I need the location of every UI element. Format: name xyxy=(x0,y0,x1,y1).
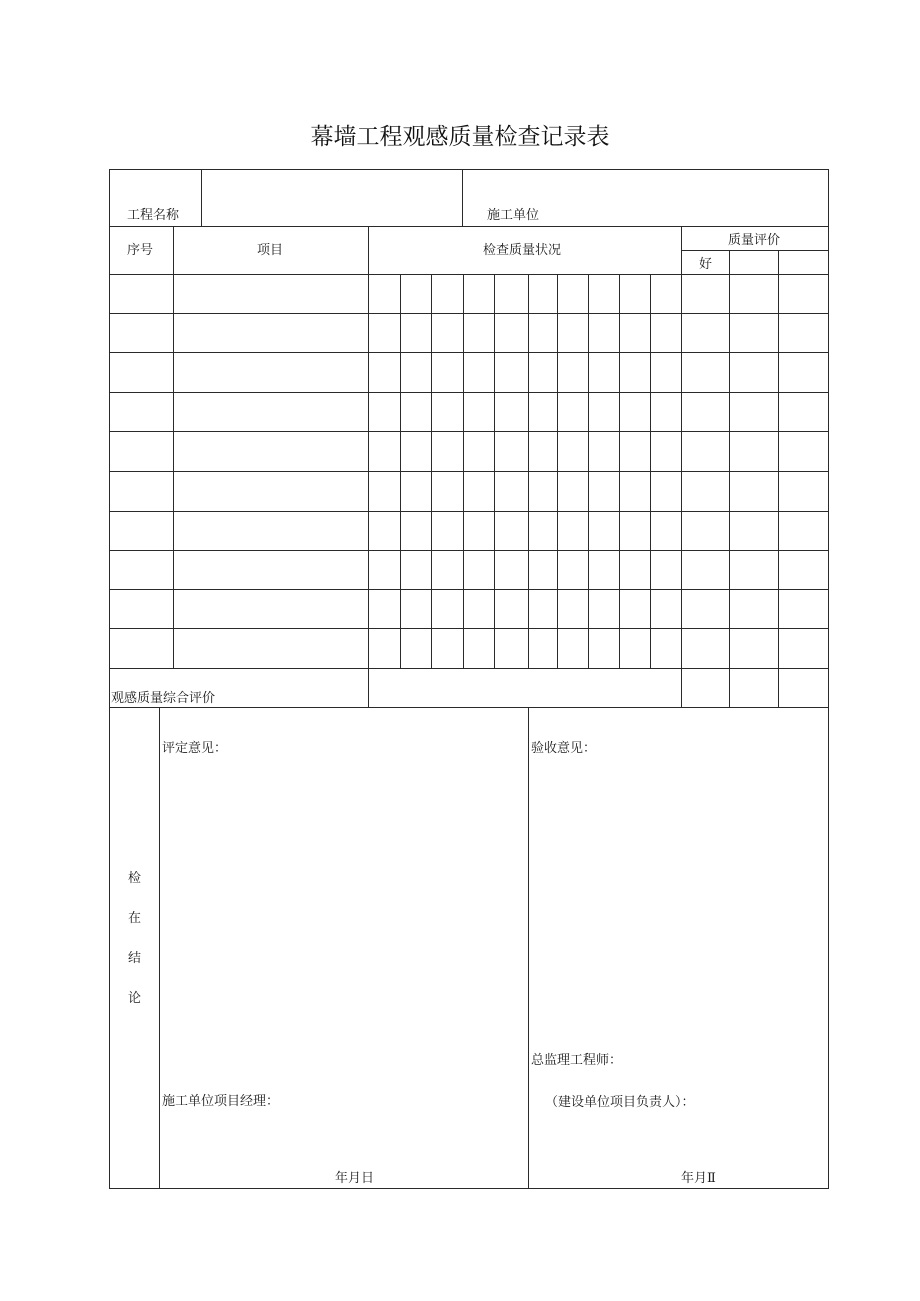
table-vline xyxy=(588,274,589,669)
table-vline xyxy=(557,274,558,669)
page-title: 幕墙工程观感质量检查记录表 xyxy=(310,124,610,150)
table-hline xyxy=(681,250,829,251)
table-hline xyxy=(109,226,829,227)
conclusion-char-1: 检 xyxy=(128,871,142,886)
owner-rep-label: （建设单位项目负责人）： xyxy=(545,1095,695,1110)
inspection-status-header: 检查质量状况 xyxy=(483,243,562,258)
table-hline xyxy=(109,431,829,432)
table-vline xyxy=(494,274,495,669)
table-hline xyxy=(109,628,829,629)
project-name-label: 工程名称 xyxy=(127,208,180,223)
acceptance-opinion-label: 验收意见： xyxy=(531,741,597,756)
quality-rating-header: 质量评价 xyxy=(728,233,781,248)
date-right: 年月Ⅱ xyxy=(681,1171,716,1186)
table-vline xyxy=(159,707,160,1189)
table-hline xyxy=(109,668,829,669)
table-vline xyxy=(431,274,432,669)
date-left: 年月日 xyxy=(335,1171,375,1186)
construction-pm-label: 施工单位项目经理： xyxy=(162,1094,280,1109)
table-vline xyxy=(462,169,463,227)
seq-header: 序号 xyxy=(127,243,154,258)
table-vline xyxy=(650,274,651,669)
table-bottom-border xyxy=(109,1188,829,1189)
table-hline xyxy=(109,471,829,472)
table-vline xyxy=(463,274,464,669)
table-vline xyxy=(729,668,730,708)
table-hline xyxy=(109,392,829,393)
summary-label: 观感质量综合评价 xyxy=(111,691,216,706)
table-vline xyxy=(528,707,529,1189)
table-left-border xyxy=(109,169,110,1189)
chief-engineer-label: 总监理工程师： xyxy=(531,1053,623,1068)
table-hline xyxy=(109,707,829,708)
table-hline xyxy=(109,589,829,590)
table-hline xyxy=(109,511,829,512)
table-hline xyxy=(109,352,829,353)
table-hline xyxy=(109,274,829,275)
table-hline xyxy=(109,313,829,314)
table-vline xyxy=(681,226,682,708)
table-vline xyxy=(201,169,202,227)
evaluation-opinion-label: 评定意见： xyxy=(162,741,228,756)
table-right-border xyxy=(828,169,829,1189)
table-vline xyxy=(368,226,369,708)
item-header: 项目 xyxy=(257,243,284,258)
rating-good-header: 好 xyxy=(699,257,713,272)
conclusion-char-2: 在 xyxy=(128,911,142,926)
conclusion-char-3: 结 xyxy=(128,951,142,966)
construction-unit-label: 施工单位 xyxy=(487,208,540,223)
table-vline xyxy=(400,274,401,669)
table-hline xyxy=(109,550,829,551)
table-top-border xyxy=(109,169,829,170)
table-vline xyxy=(528,274,529,669)
table-vline xyxy=(173,226,174,669)
conclusion-char-4: 论 xyxy=(128,991,142,1006)
table-vline xyxy=(778,668,779,708)
table-vline xyxy=(619,274,620,669)
